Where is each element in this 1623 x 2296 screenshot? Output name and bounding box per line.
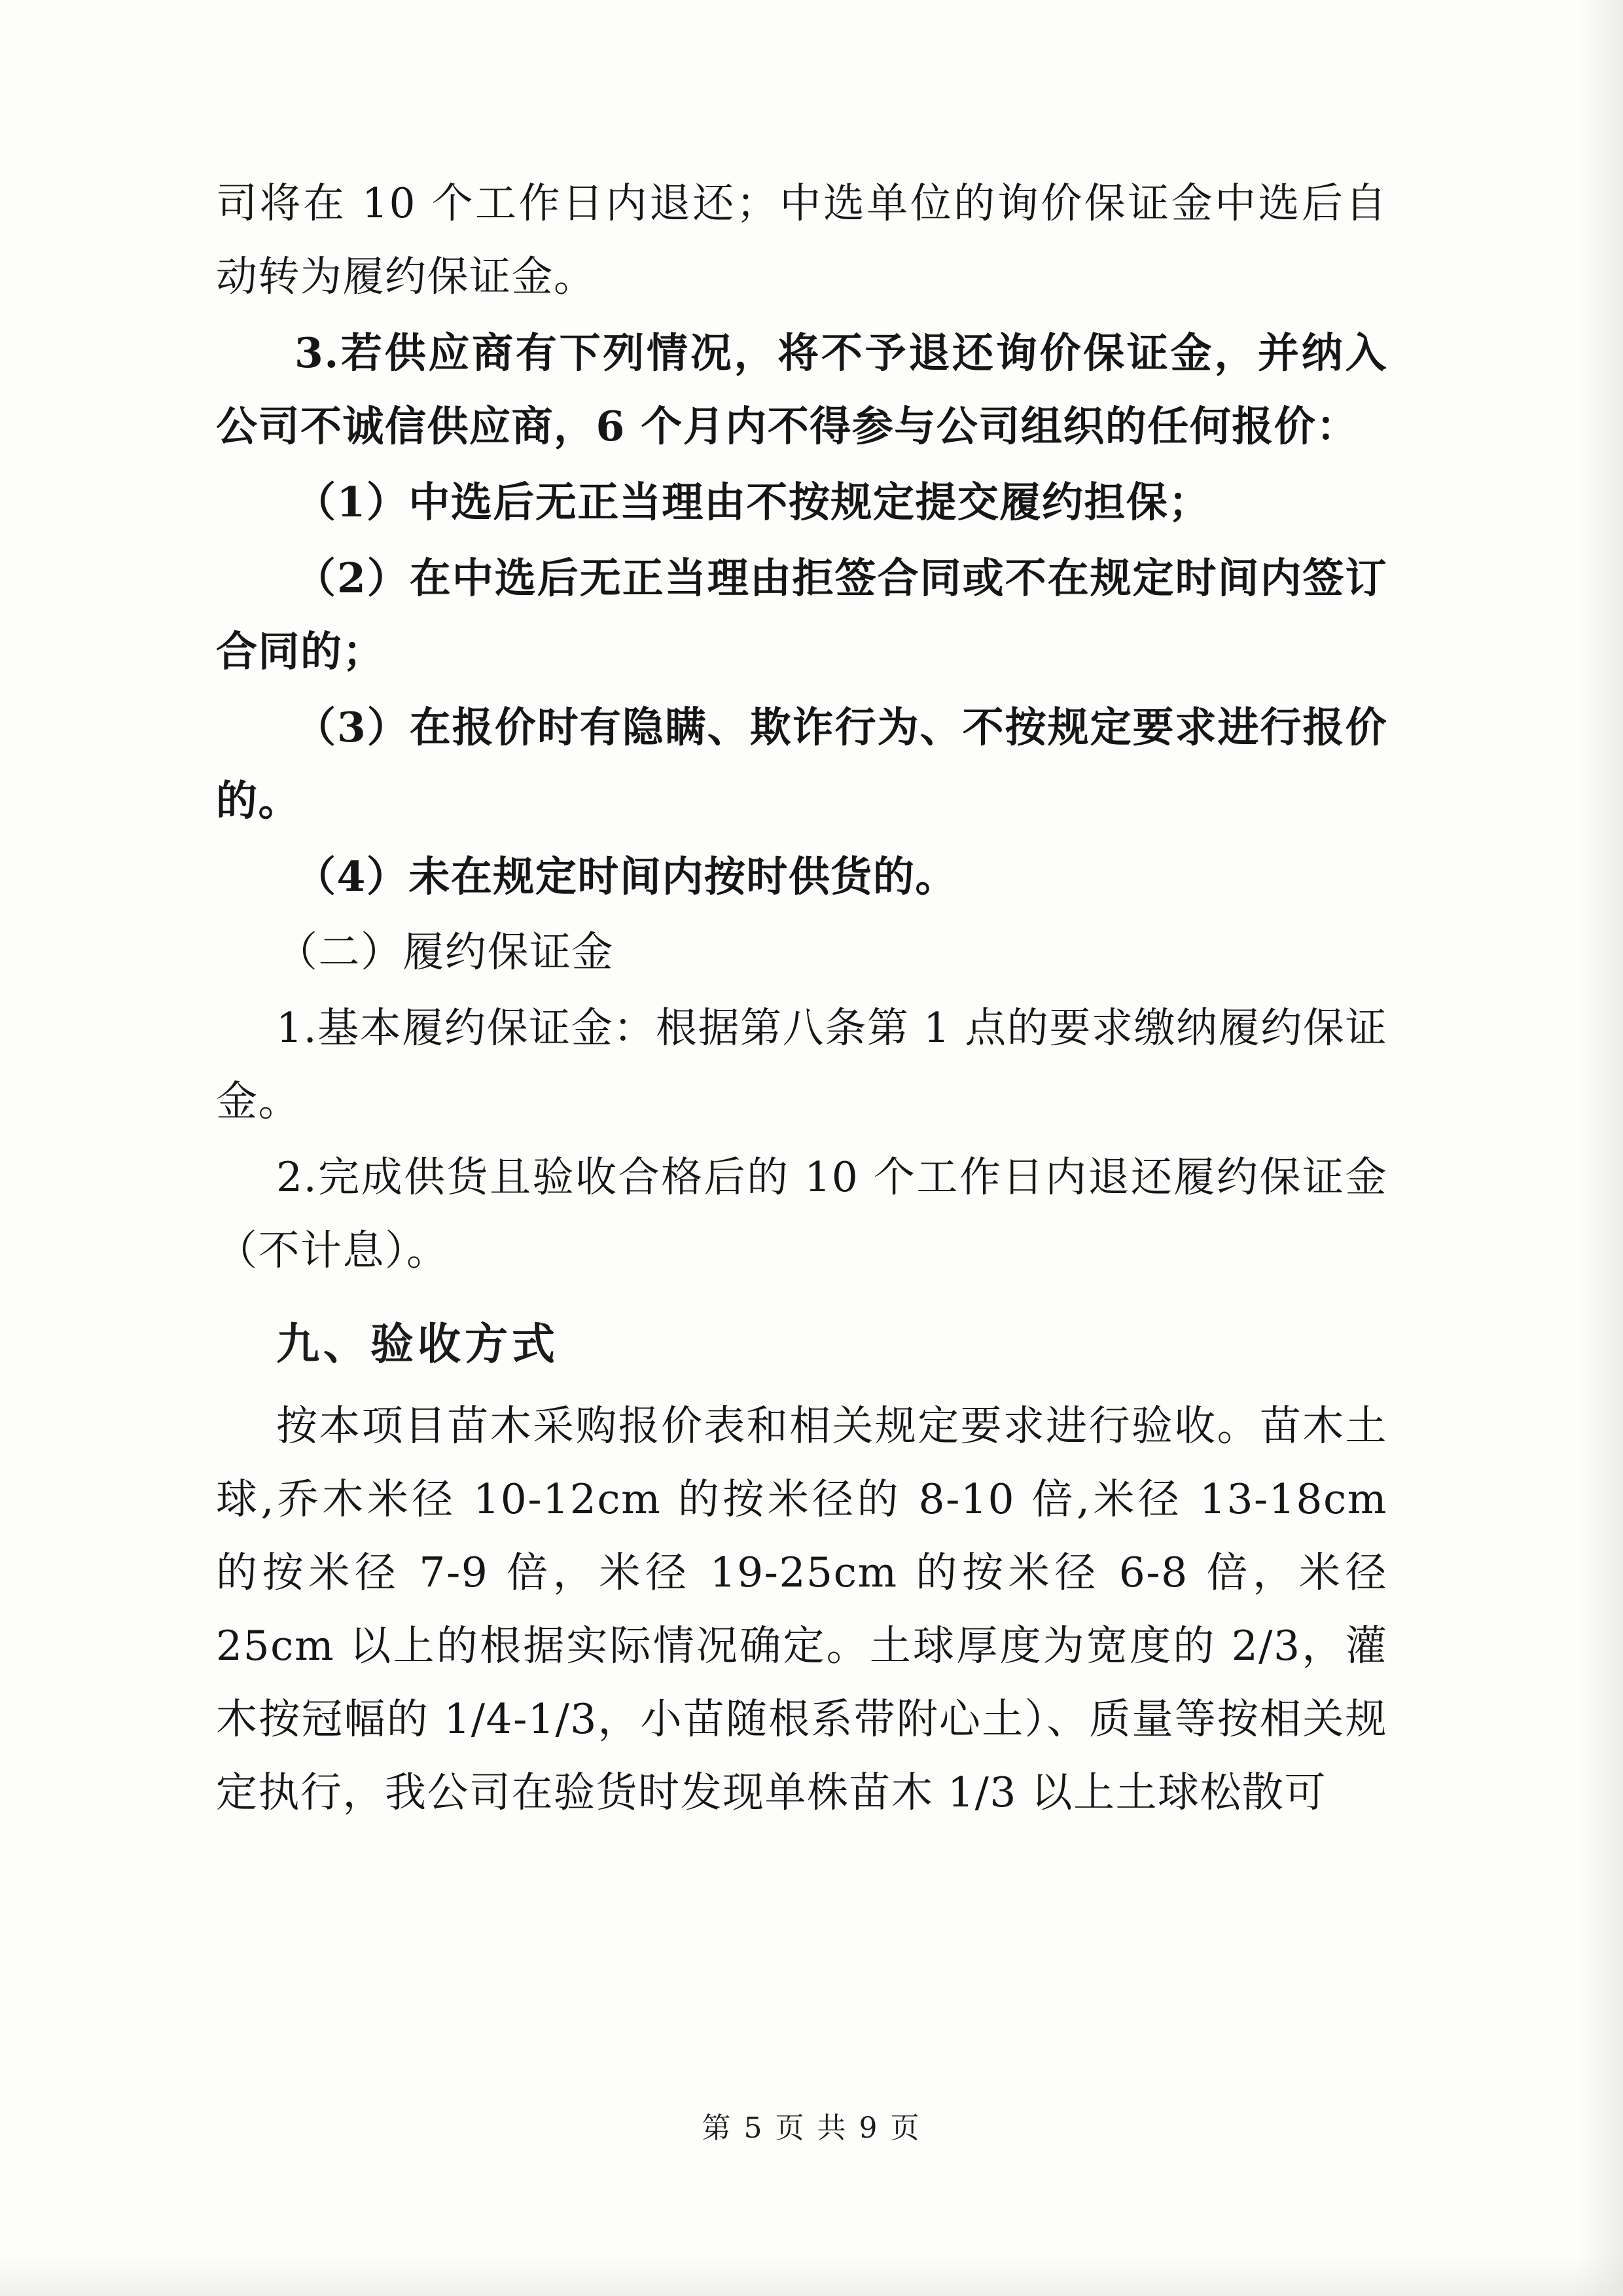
paragraph-section-2-title: （二）履约保证金 (276, 928, 614, 976)
paragraph-item-2: （2）在中选后无正当理由拒签合同或不在规定时间内签订合同的； (216, 554, 1387, 675)
paragraph-continuation: 司将在 10 个工作日内退还；中选单位的询价保证金中选后自动转为履约保证金。 (216, 179, 1387, 300)
scan-edge-shadow-bottom (0, 2257, 1623, 2296)
document-body (216, 167, 1387, 1832)
paragraph-item-4: （4）未在规定时间内按时供货的。 (294, 852, 957, 901)
paragraph-item-1: （1）中选后无正当理由不按规定提交履约担保； (294, 478, 1211, 526)
page-footer: 第 5 页 共 9 页 (702, 2111, 921, 2145)
paragraph-item-3: （3）在报价时有隐瞒、欺诈行为、不按规定要求进行报价的。 (216, 703, 1387, 825)
paragraph-acceptance-method: 按本项目苗木采购报价表和相关规定要求进行验收。苗木土球,乔木米径 10-12cm 的按米径的 8-10 倍,米径 13-18cm 的按米径 7-9 倍，米径 19-25cm 的按米径 6-8 倍，米径 25cm 以上的根据实际情况确定。土球厚度为宽度的 2/3，灌木按冠幅的 1/4-1/3，小苗随根系带附心土）、质量等按相关规定执行，我公司在验货时发现单株苗木 1/3 以上土球松散可 (216, 1402, 1387, 1816)
scan-edge-shadow-right (1577, 0, 1623, 2296)
paragraph-clause-3: 3.若供应商有下列情况，将不予退还询价保证金，并纳入公司不诚信供应商，6 个月内不得参与公司组织的任何报价： (216, 329, 1387, 450)
paragraph-performance-bond-2: 2.完成供货且验收合格后的 10 个工作日内退还履约保证金（不计息）。 (216, 1153, 1387, 1274)
section-heading-nine: 九、验收方式 (276, 1318, 559, 1369)
paragraph-performance-bond-1: 1.基本履约保证金：根据第八条第 1 点的要求缴纳履约保证金。 (216, 1004, 1387, 1125)
